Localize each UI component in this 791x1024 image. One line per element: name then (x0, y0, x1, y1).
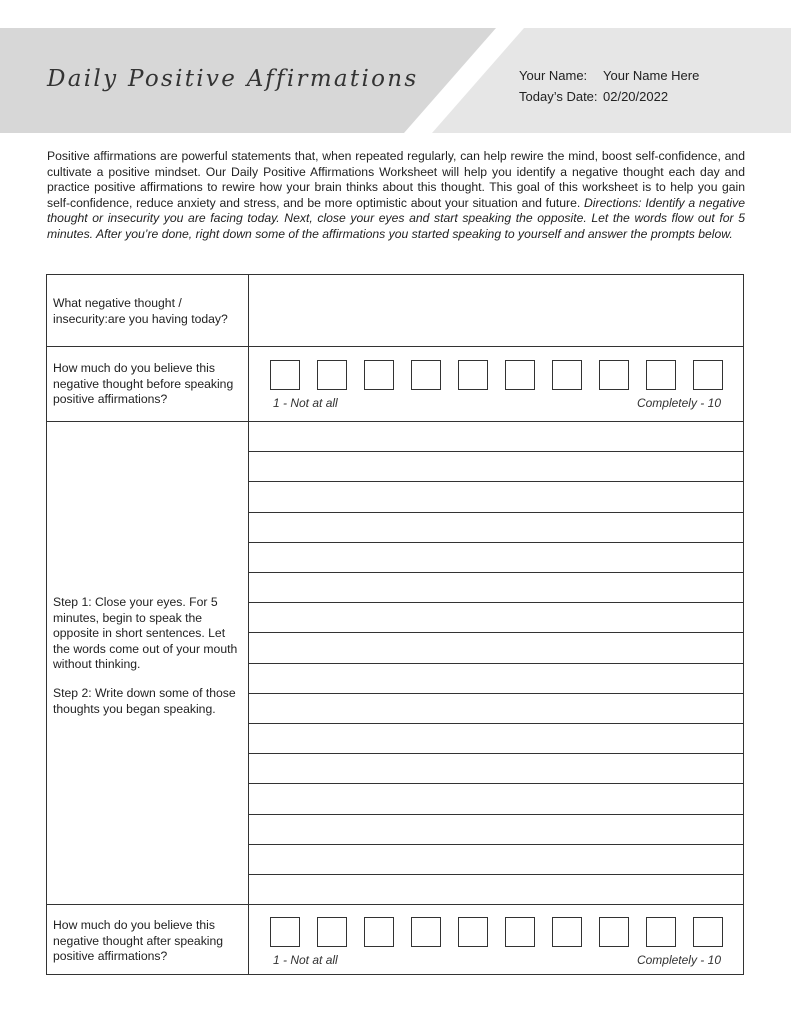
q4-rating-box-10[interactable] (693, 917, 723, 947)
step2-instructions: Step 2: Write down some of those thoughts you began speaking. (53, 686, 236, 716)
q2-rating-box-2[interactable] (317, 360, 347, 390)
intro-body: Positive affirmations are powerful statements that, when repeated regularly, can help rewire the mind, boost self-confidence, and cultivate a positive mindset. Our Daily Positive Affirmations Worksheet will help you identify a negative thought each day and practice positive affirmations to rewire how your brain thinks about this thought. This goal of this worksheet is to help you gain self-confidence, reduce anxiety and stress, and be more optimistic about your situation and future. (47, 149, 745, 210)
writing-line (249, 451, 744, 452)
q4-rating-box-6[interactable] (505, 917, 535, 947)
q2-rating-box-9[interactable] (646, 360, 676, 390)
q4-rating-box-7[interactable] (552, 917, 582, 947)
writing-line (249, 512, 744, 513)
q2-rating-box-5[interactable] (458, 360, 488, 390)
writing-line (249, 874, 744, 875)
writing-line (249, 783, 744, 784)
writing-line (249, 723, 744, 724)
date-label: Today’s Date: (519, 89, 598, 104)
q2-rating-box-8[interactable] (599, 360, 629, 390)
q2-rating-box-10[interactable] (693, 360, 723, 390)
page-title: Daily Positive Affirmations (47, 66, 419, 92)
intro-paragraph (47, 149, 745, 243)
q2-rating-box-6[interactable] (505, 360, 535, 390)
q2-rating-box-4[interactable] (411, 360, 441, 390)
q4-rating-box-2[interactable] (317, 917, 347, 947)
writing-line (249, 632, 744, 633)
writing-line (249, 693, 744, 694)
writing-line (249, 814, 744, 815)
writing-line (249, 572, 744, 573)
name-field[interactable]: Your Name Here (603, 68, 700, 83)
name-label: Your Name: (519, 68, 588, 83)
q4-rating-box-8[interactable] (599, 917, 629, 947)
q1-answer-field[interactable] (249, 275, 744, 346)
q4-rating-box-9[interactable] (646, 917, 676, 947)
intro-directions: Directions: Identify a negative thought or insecurity you are facing today. Next, close your eyes and start speaking the opposite. Let the words flow out for 5 minutes. After you’re done, right down some of the affirmations you started speaking to yourself and answer the prompts below. (47, 195, 745, 241)
q2-rating-box-3[interactable] (364, 360, 394, 390)
writing-line (249, 844, 744, 845)
step1-instructions: Step 1: Close your eyes. For 5 minutes, begin to speak the opposite in short sentences. Let the words come out of your mouth without thinking. (53, 595, 238, 671)
q1-label: What negative thought / insecurity:are you having today? (53, 296, 228, 326)
q2-rating-box-1[interactable] (270, 360, 300, 390)
q4-label: How much do you believe this negative thought after speaking positive affirmations? (53, 918, 224, 963)
writing-line (249, 481, 744, 482)
worksheet-table (46, 274, 744, 975)
q2-scale-max-label: Completely - 10 (636, 396, 721, 410)
row-divider (47, 421, 743, 422)
writing-line (249, 753, 744, 754)
writing-line (249, 602, 744, 603)
q4-rating-box-4[interactable] (411, 917, 441, 947)
writing-line (249, 542, 744, 543)
q4-rating-box-1[interactable] (270, 917, 300, 947)
q4-scale-min-label: 1 - Not at all (273, 953, 338, 967)
writing-line (249, 904, 744, 905)
column-divider (248, 275, 249, 974)
row-divider (47, 346, 743, 347)
q2-scale-min-label: 1 - Not at all (273, 396, 338, 410)
q4-rating-box-5[interactable] (458, 917, 488, 947)
q4-scale-max-label: Completely - 10 (636, 953, 721, 967)
q2-rating-box-7[interactable] (552, 360, 582, 390)
q2-label: How much do you believe this negative thought before speaking positive affirmations? (53, 361, 234, 406)
writing-line (249, 663, 744, 664)
q4-rating-box-3[interactable] (364, 917, 394, 947)
date-field[interactable]: 02/20/2022 (603, 89, 669, 104)
